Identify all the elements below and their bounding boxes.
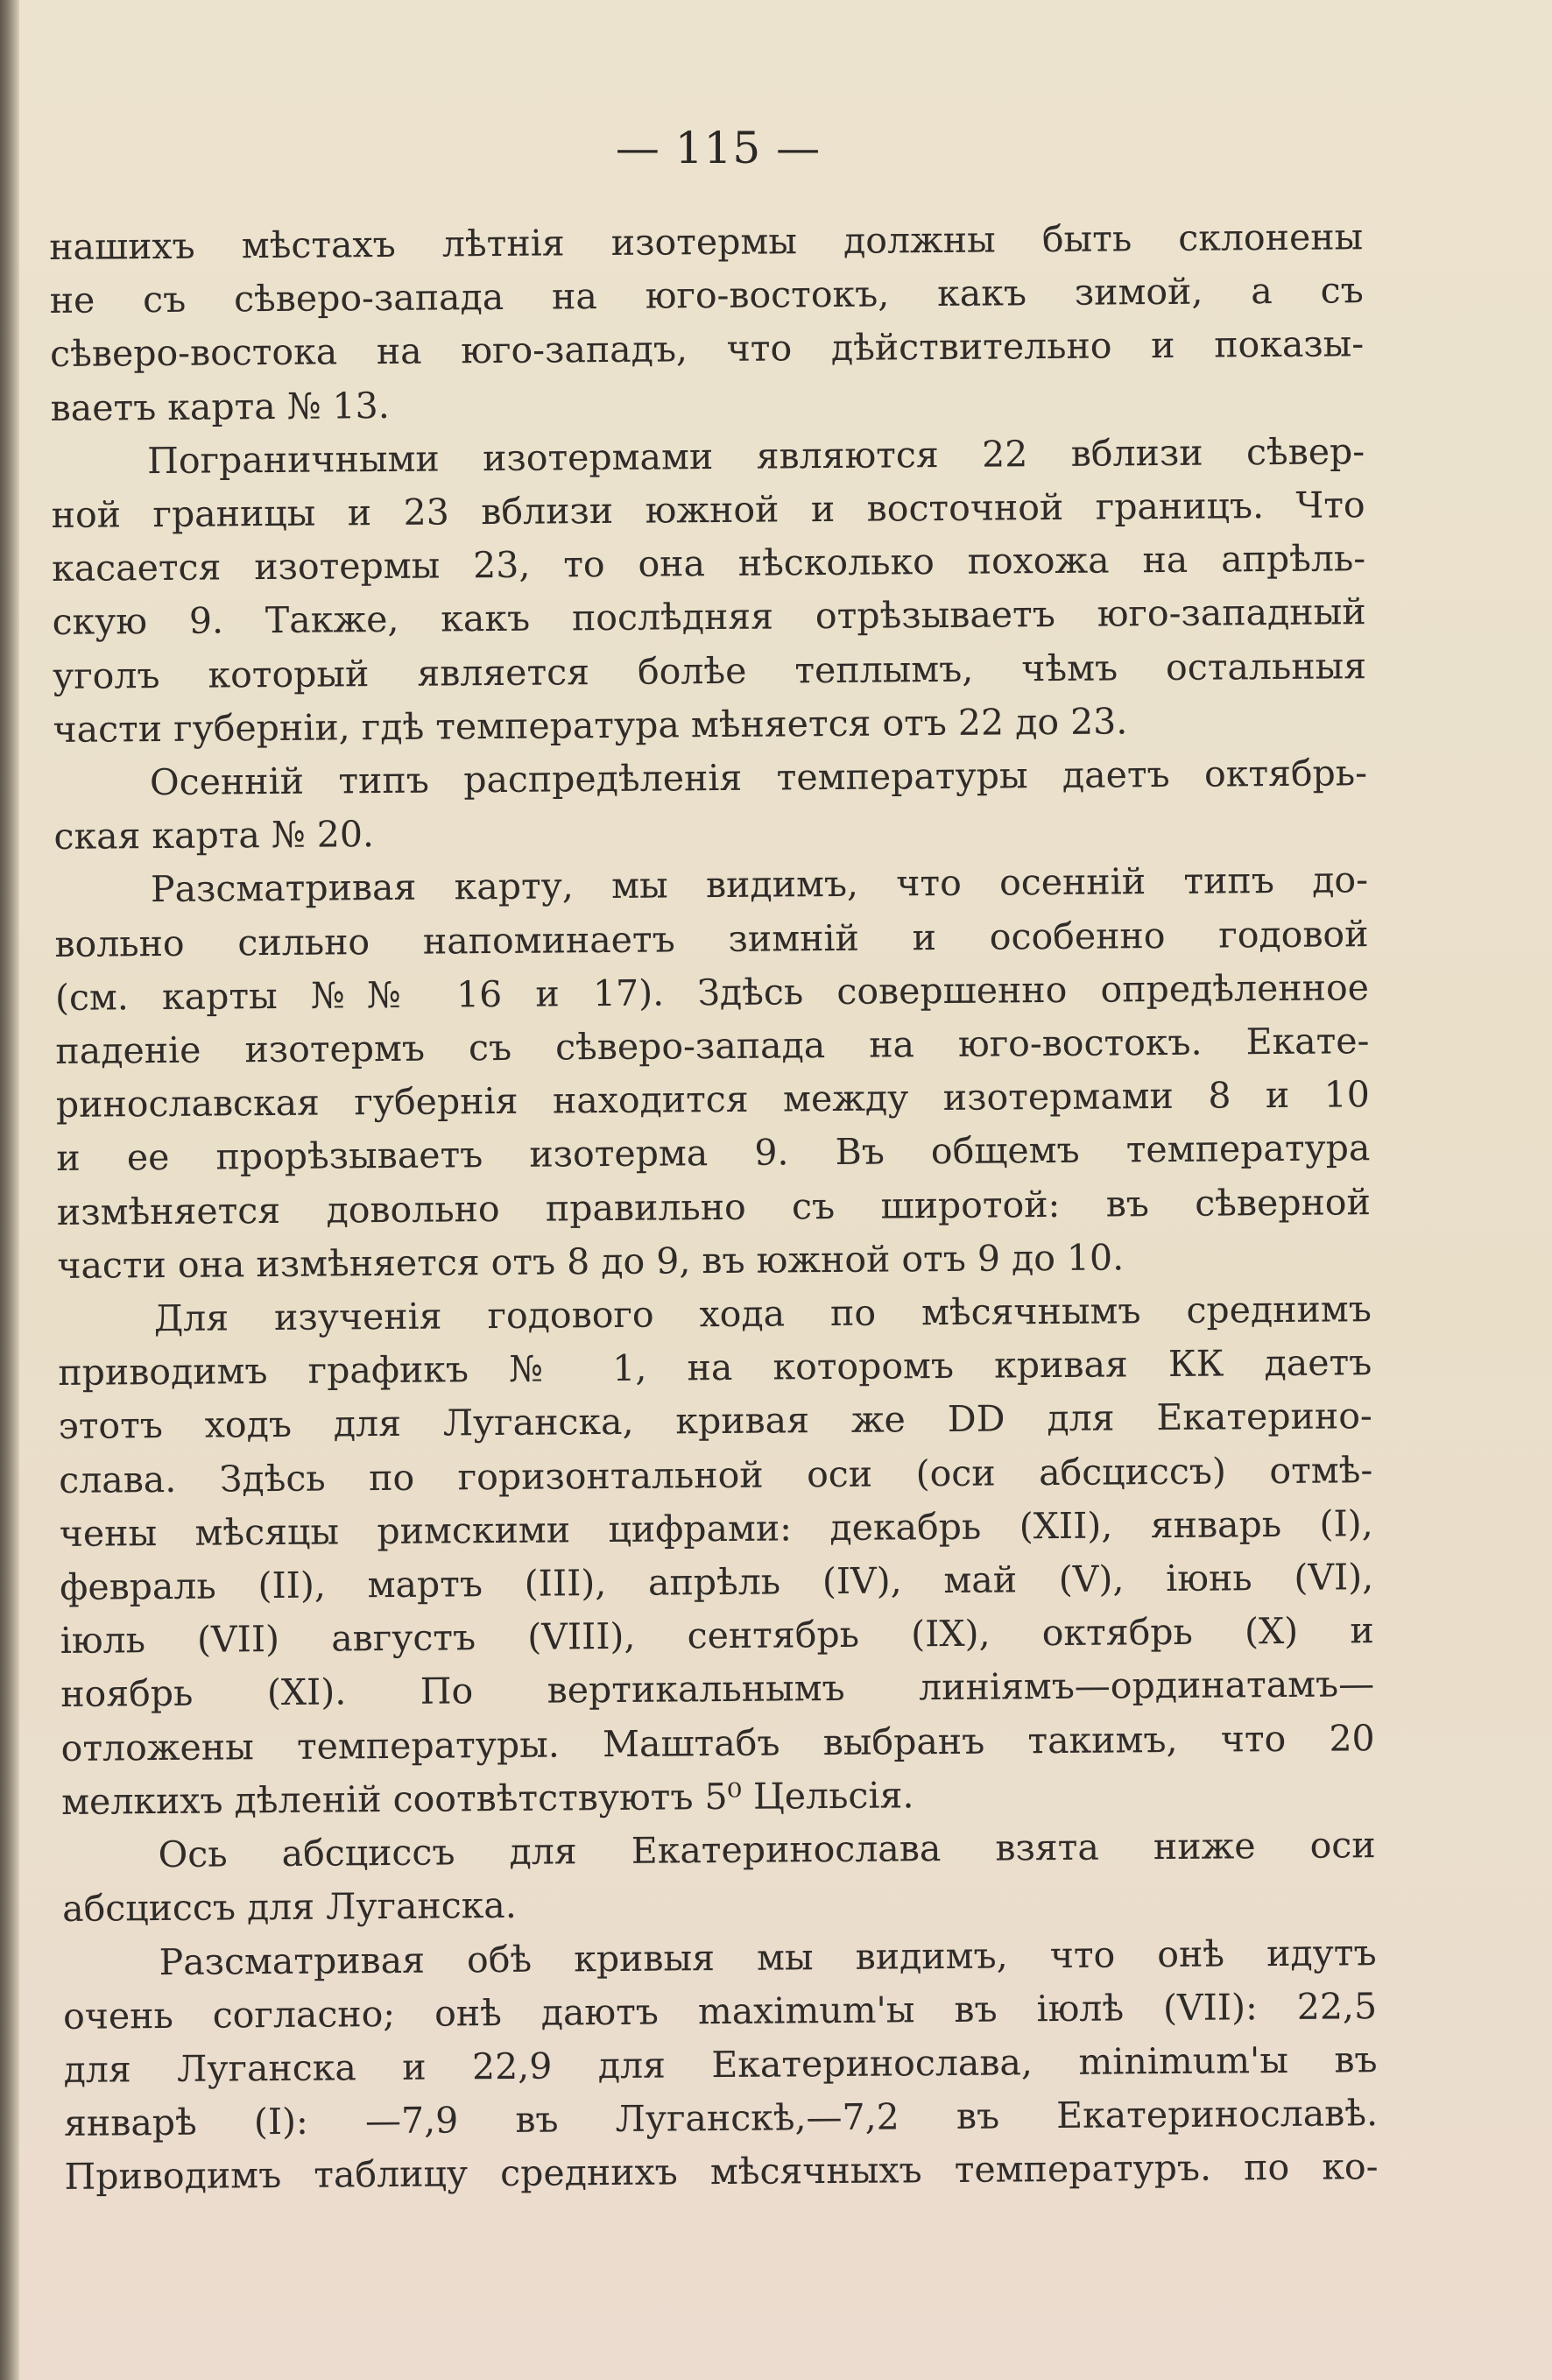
text-line: (см. карты №№ 16 и 17). Здѣсь совершенно опредѣленное <box>54 966 1370 1019</box>
text-line: сѣверо-востока на юго-западъ, что дѣйствительно и показы- <box>50 322 1365 376</box>
text-line: январѣ (I): —7,9 въ Луганскѣ,—7,2 въ Екатеринославѣ. <box>63 2092 1379 2145</box>
text-line: паденіе изотермъ съ сѣверо-запада на юго-востокъ. Екате- <box>55 1020 1370 1073</box>
text-line: нашихъ мѣстахъ лѣтнія изотермы должны быть склонены <box>49 215 1364 268</box>
text-line: измѣняется довольно правильно съ широтой: въ сѣверной <box>56 1180 1372 1233</box>
text-line: Осенній типъ распредѣленія температуры даетъ октябрь- <box>149 752 1368 804</box>
text-line: отложены температуры. Маштабъ выбранъ такимъ, что 20 <box>60 1716 1375 1769</box>
text-line: абсциссъ для Луганска. <box>61 1884 517 1931</box>
text-line: Пограничными изотермами являются 22 вблизи сѣвер- <box>146 430 1365 482</box>
text-line: очень согласно; онѣ даютъ maximum'ы въ іюлѣ (VII): 22,5 <box>62 1984 1378 2037</box>
text-line: ринославская губернія находится между изотермами 8 и 10 <box>55 1073 1371 1126</box>
text-line: Для изученія годового хода по мѣсячнымъ среднимъ <box>153 1288 1372 1340</box>
text-line: Ось абсциссъ для Екатеринослава взята ниже оси <box>158 1824 1376 1876</box>
text-line: ноябрь (XI). По вертикальнымъ линіямъ—ординатамъ— <box>60 1663 1375 1716</box>
text-line: и ее прорѣзываетъ изотерма 9. Въ общемъ температура <box>56 1126 1371 1180</box>
text-line: скую 9. Также, какъ послѣдняя отрѣзываетъ юго-западный <box>52 590 1366 644</box>
text-line: ваетъ карта № 13. <box>50 384 390 429</box>
text-line: приводимъ графикъ № 1, на которомъ кривая КК даетъ <box>58 1341 1372 1395</box>
text-line: мелкихъ дѣленій соотвѣтствуютъ 5⁰ Цельсія. <box>60 1774 914 1823</box>
text-line: чены мѣсяцы римскими цифрами: декабрь (XII), январь (I), <box>59 1502 1373 1555</box>
text-line: части она измѣняется отъ 8 до 9, въ южной отъ 9 до 10. <box>57 1236 1125 1287</box>
text-line: слава. Здѣсь по горизонтальной оси (оси абсциссъ) отмѣ- <box>59 1448 1373 1501</box>
text-line: не съ сѣверо-запада на юго-востокъ, какъ зимой, а съ <box>49 269 1364 322</box>
text-line: части губерніи, гдѣ температура мѣняется отъ 22 до 23. <box>53 700 1128 751</box>
text-line: касается изотермы 23, то она нѣсколько похожа на апрѣль- <box>51 537 1366 590</box>
text-line: ной границы и 23 вблизи южной и восточной границъ. Что <box>51 484 1365 537</box>
page-binding-edge <box>0 0 19 2380</box>
body-text <box>49 210 1379 2204</box>
page-number: — 115 — <box>615 123 822 173</box>
text-line: Разсматривая обѣ кривыя мы видимъ, что онѣ идутъ <box>159 1931 1377 1983</box>
text-line: Приводимъ таблицу среднихъ мѣсячныхъ температуръ. по ко- <box>64 2145 1379 2199</box>
text-line: іюль (VII) августъ (VIII), сентябрь (IX), октябрь (X) и <box>60 1609 1374 1663</box>
text-line: февраль (II), мартъ (III), апрѣль (IV), май (V), іюнь (VI), <box>60 1556 1374 1609</box>
text-line: этотъ ходъ для Луганска, кривая же DD для Екатерино- <box>58 1395 1372 1448</box>
text-line: Разсматривая карту, мы видимъ, что осенній типъ до- <box>150 858 1369 911</box>
text-line: уголъ который является болѣе теплымъ, чѣмъ остальныя <box>52 644 1367 697</box>
text-line: вольно сильно напоминаетъ зимній и особенно годовой <box>54 912 1369 965</box>
text-line: ская карта № 20. <box>53 813 375 858</box>
text-line: для Луганска и 22,9 для Екатеринослава, minimum'ы въ <box>63 2038 1378 2091</box>
